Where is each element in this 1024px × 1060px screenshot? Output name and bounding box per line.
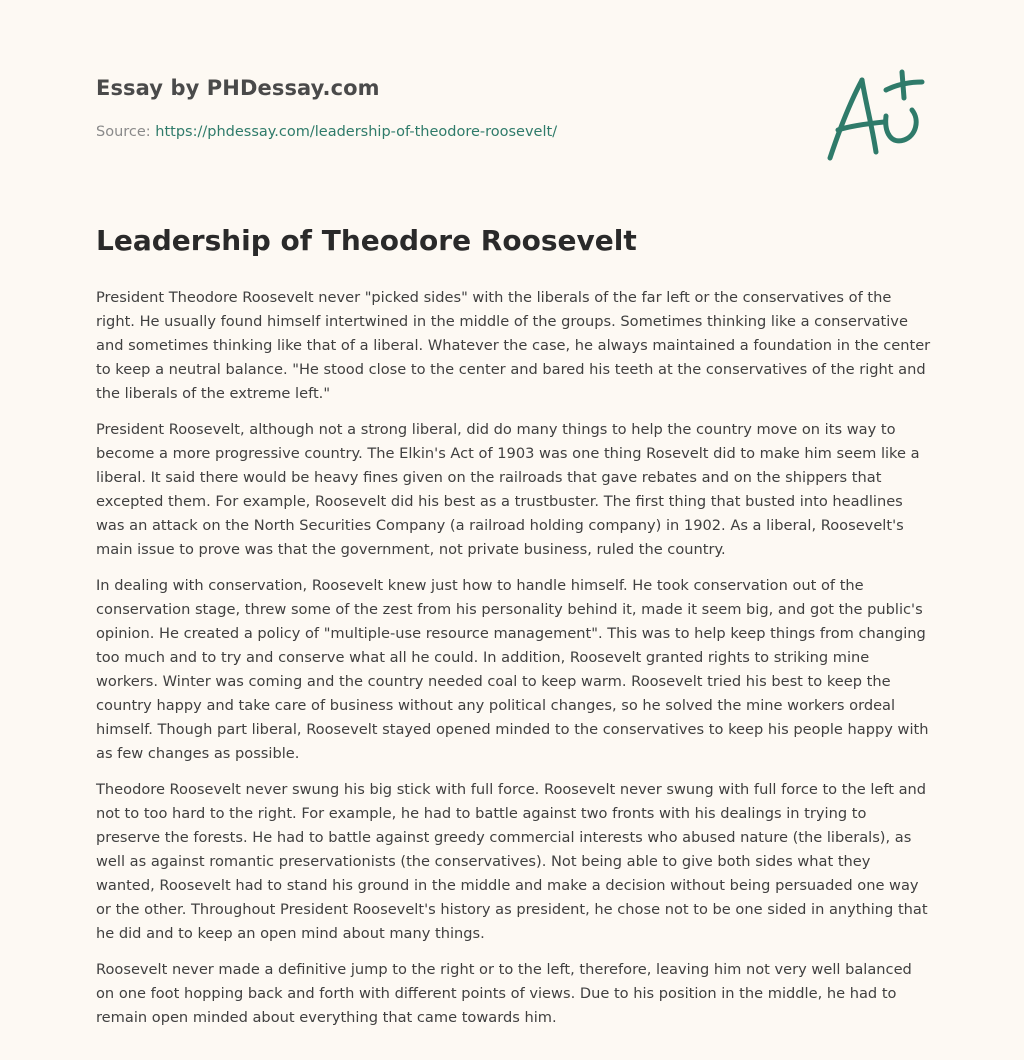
essay-paragraph: Roosevelt never made a definitive jump to the right or to the left, therefore, leaving him not very well balanced on one foot hopping back and forth with different points of views. Due to his position in the middle, he had to remain open minded about everything that came towards him.: [96, 961, 912, 1026]
a-plus-icon: [824, 68, 928, 164]
essay-body: [96, 286, 932, 1042]
essay-paragraph: President Theodore Roosevelt never "picked sides" with the liberals of the far left or the conservatives of the right. He usually found himself intertwined in the middle of the groups. Sometimes thinking like a conservative and sometimes thinking like that of a liberal. Whatever the case, he always maintained a foundation in the center to keep a neutral balance. "He stood close to the center and bared his teeth at the conservatives of the right and the liberals of the extreme left.": [96, 289, 931, 402]
essay-paragraph: In dealing with conservation, Roosevelt knew just how to handle himself. He took conservation out of the conservation stage, threw some of the zest from his personality behind it, made it seem big, and got the public's opinion. He created a policy of "multiple-use resource management". This was to help keep things from changing too much and to try and conserve what all he could. In addition, Roosevelt granted rights to striking mine workers. Winter was coming and the country needed coal to keep warm. Roosevelt tried his best to keep the country happy and take care of business without any political changes, so he solved the mine workers ordeal himself. Though part liberal, Roosevelt stayed opened minded to the conservatives to keep his people happy with as few changes as possible.: [96, 577, 929, 762]
essay-paragraph: Theodore Roosevelt never swung his big stick with full force. Roosevelt never swung with full force to the left and not to too hard to the right. For example, he had to battle against two fronts with his dealings in trying to preserve the forests. He had to battle against greedy commercial interests who abused nature (the liberals), as well as against romantic preservationists (the conservatives). Not being able to give both sides what they wanted, Roosevelt had to stand his ground in the middle and make a decision without being persuaded one way or the other. Throughout President Roosevelt's history as president, he chose not to be one sided in anything that he did and to keep an open mind about many things.: [96, 781, 928, 942]
source-label: Source:: [96, 124, 156, 140]
site-brand: Essay by PHDessay.com: [96, 76, 380, 100]
essay-title: Leadership of Theodore Roosevelt: [96, 224, 637, 257]
source-link[interactable]: https://phdessay.com/leadership-of-theodore-roosevelt/: [155, 124, 558, 140]
essay-paragraph: President Roosevelt, although not a strong liberal, did do many things to help the country move on its way to become a more progressive country. The Elkin's Act of 1903 was one thing Rosevelt did to make him seem like a liberal. It said there would be heavy fines given on the railroads that gave rebates and on the shippers that excepted them. For example, Roosevelt did his best as a trustbuster. The first thing that busted into headlines was an attack on the North Securities Company (a railroad holding company) in 1902. As a liberal, Roosevelt's main issue to prove was that the government, not private business, ruled the country.: [96, 421, 920, 558]
source-line: [96, 124, 557, 140]
